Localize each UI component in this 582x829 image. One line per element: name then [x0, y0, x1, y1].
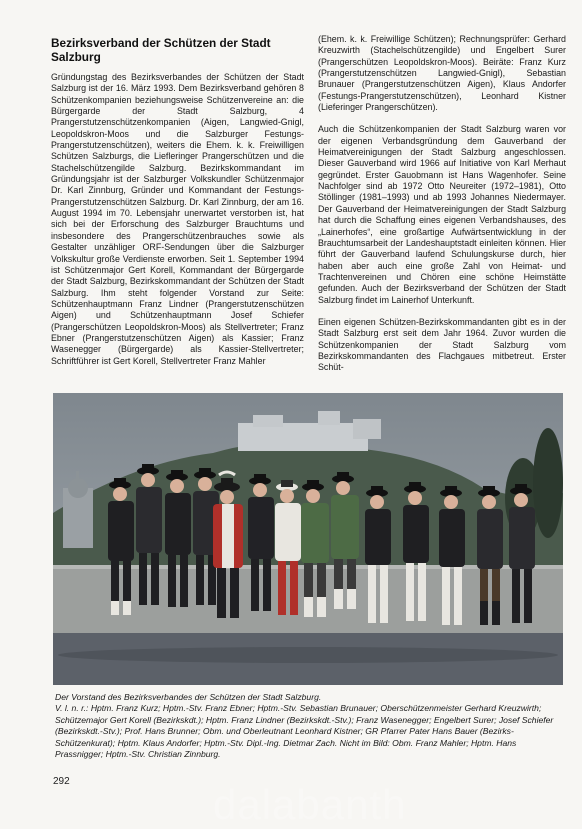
photo-caption	[55, 692, 565, 760]
page-number: 292	[53, 776, 70, 787]
caption-title: Der Vorstand des Bezirksverbandes der Schützen der Stadt Salzburg.	[55, 692, 322, 702]
right-paragraph: Auch die Schützenkompanien der Stadt Salzburg waren vor der eigenen Verbandsgründung dem Gauverband der Heimatvereinigungen der Stadt Salzburg angeschlossen. Dieser Gauverband wird 1966 auf Initiative von Karl Merhaut gegründet. Erster Gauobmann ist Hans Wagenhofer. Seine Nachfolger sind ab 1972 Otto Neureiter (1972–1981), Otto Stöllinger (1981–1993) und ab 1993 Johannes Niedermayer. Der Gauverband der Heimatvereinigungen der Stadt Salzburg hat durch die Schaffung eines eigenen Verbandshauses, des „Lainerhofes“, eine großartige Aufwärtsentwicklung in der Brauchtumsarbeit der Landeshauptstadt einleiten können. Hier führt der Gauverband laufend Schulungskurse durch, hier haben aber auch eine große Zahl von Heimat- und Trachtenvereinen und Chören eine schöne Heimstätte gefunden. Auch der Bezirksverband der Schützen der Stadt Salzburg findet im Lainerhof Unterkunft.	[318, 124, 566, 305]
watermark: dalabanth	[213, 781, 407, 828]
section-heading: Bezirksverband der Schützen der Stadt Salzburg	[51, 36, 271, 64]
right-column	[318, 34, 566, 385]
right-paragraph: Einen eigenen Schützen-Bezirkskommandanten gibt es in der Stadt Salzburg erst seit dem Jahr 1964. Zuvor wurden die Schützenkompanien der Stadt Salzburg vom Bezirkskommandanten des Flachgaues mitbetreut. Erster Schüt-	[318, 316, 566, 373]
left-column-text: Gründungstag des Bezirksverbandes der Schützen der Stadt Salzburg ist der 16. März 1993. Dem Bezirksverband gehören 8 Schützenkompanien beziehungsweise Schützenvereine an: die Bürgergarde der Stadt Salzburg, 4 Prangerstutzenschützenkompanien (Aigen, Langwied-Gnigl, Leopoldskron-Moos und die Salzburger Festungs-Prangerstutzenschützen), weiters die Ehem. k. k. Freiwilligen Schützen Salzburgs, die Liefleringer Prangerschützen und die Stachelschützengilde Salzburg. Bezirkskommandant im Gründungsjahr ist der Salzburger Volkskundler Schützenmajor Dr. Karl Zinnburg, Gründer und Kommandant der Festungs-Prangerstutzenschützen Salzburg. Dr. Karl Zinnburg, der am 16. August 1994 im 70. Lebensjahr unerwartet verstorben ist, hat sich bei der Erforschung des Salzburger Brauchtums und insbesondere des Prangerschützenbrauches sowie als Gestalter unzähliger ORF-Sendungen über die Salzburger Volkskultur große Verdienste erworben. Seit 1. September 1994 ist Schützenmajor Gert Korell, Kommandant der Bürgergarde der Stadt Salzburg, Bezirkskommandant der Schützen der Stadt Salzburg. Ihm steht folgender Vorstand zur Seite: Schützenhauptmann Franz Lindner (Prangerstutzenschützen Aigen) und Schützenhauptmann Josef Schiefer (Prangerschützen Leopoldskron-Moos) als Stellvertreter; Franz Ebner (Prangerstutzenschützen Aigen) als Kassier; Franz Wasenegger (Bürgergarde) als Kassier-Stellvertreter; Schriftführer ist Gert Korell, Stellvertreter Franz Mahler	[51, 72, 304, 366]
left-column	[51, 36, 304, 367]
caption-text: V. l. n. r.: Hptm. Franz Kurz; Hptm.-Stv. Franz Ebner; Hptm.-Stv. Sebastian Brunauer; Oberschützenmeister Gerhard Kreuzwirth; Schützemajor Gert Korell (Bezirkskdt.); Hptm. Franz Lindner (Bezirkskdt.-Stv.); Franz Wasenegger; Engelbert Surer; Josef Schiefer (Bezirkskdt.-Stv.); Prof. Hans Brunner; Obm. und Oberleutnant Leonhard Kistner; GR Pfarrer Pater Hans Bauer (Bezirks-Schützenkurat); Hptm. Klaus Andorfer; Hptm.-Stv. Dipl.-Ing. Dietmar Zach. Nicht im Bild: Obm. Franz Mahler; Hptm. Hans Prassnigger; Hptm.-Stv. Christian Zinnburg.	[55, 703, 554, 760]
group-photo-illustration	[53, 393, 563, 685]
right-paragraph: (Ehem. k. k. Freiwillige Schützen); Rechnungsprüfer: Gerhard Kreuzwirth (Stachelschützengilde) und Engelbert Surer (Prangerschützen Leopoldskron-Moos). Beiräte: Franz Kurz (Prangerstutzenschützen Langwied-Gnigl), Sebastian Brunauer (Prangerstutzenschützen Aigen), Klaus Andorfer (Festungs-Prangerstutzenschützen), Leonhard Kistner (Lieferinger Prangerschützen).	[318, 34, 566, 113]
